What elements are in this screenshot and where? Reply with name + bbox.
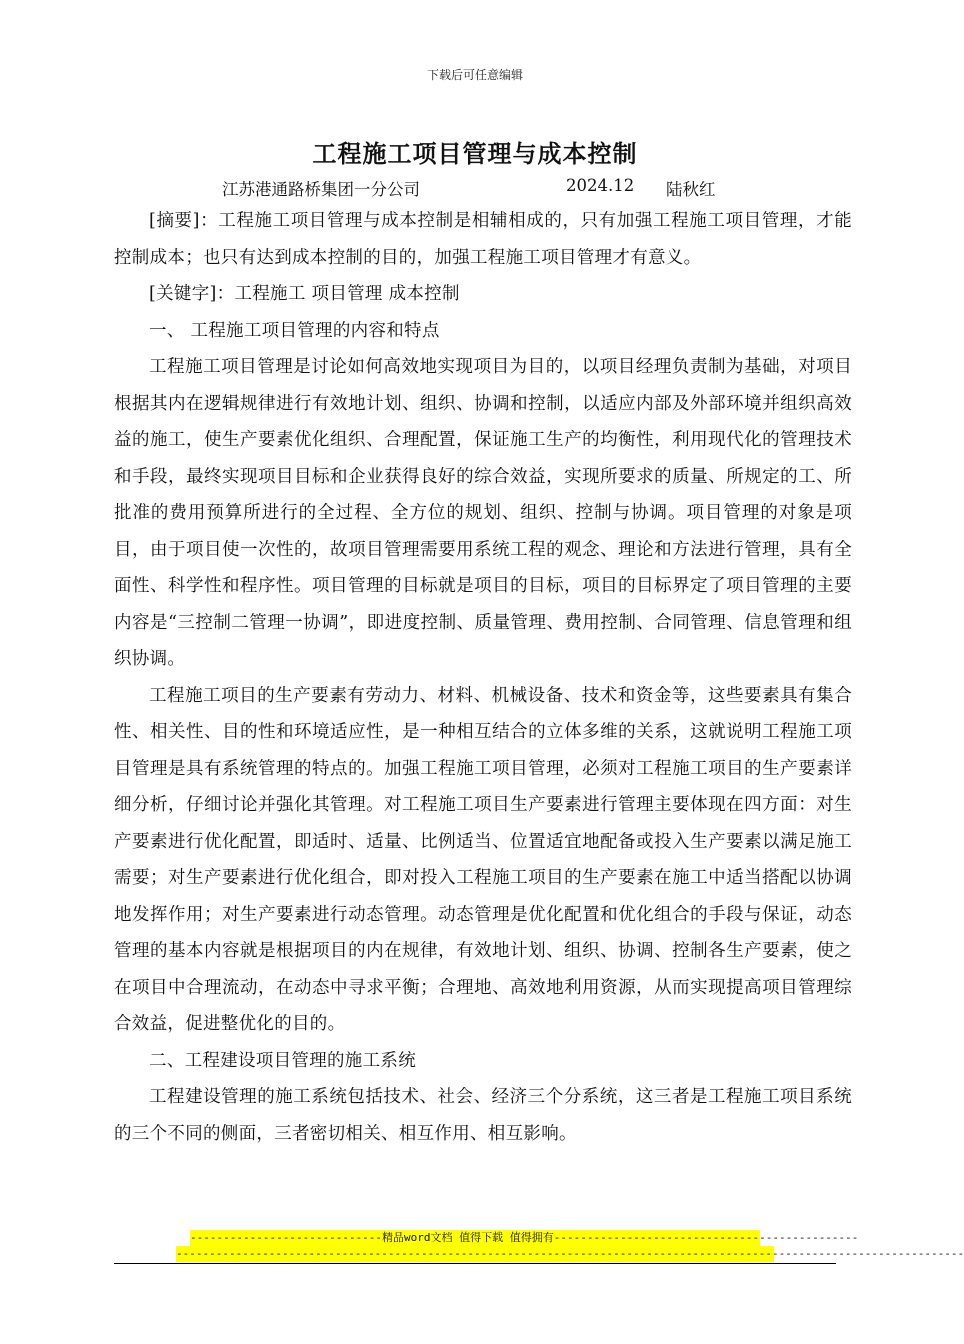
byline-date: 2024.12 [566,176,635,195]
byline-author: 陆秋红 [666,180,716,199]
section-2-heading: 二、工程建设项目管理的施工系统 [149,1050,416,1071]
footer-divider [114,1263,836,1264]
section-2-paragraph-1: 工程建设管理的施工系统包括技术、社会、经济三个分系统，这三者是工程施工项目系统的三个不同的侧面，三者密切相关、相互作用、相互影响。 [114,1087,852,1144]
footer-banner-line-1: -----------------------------精品word文档 值得下载 值得拥有---------------------------------------------- [190,1231,859,1244]
section-1-paragraph-1: 工程施工项目管理是讨论如何高效地实现项目为目的，以项目经理负责制为基础，对项目根据其内在逻辑规律进行有效地计划、组织、协调和控制，以适应内部及外部环境并组织高效益的施工，使生产要素优化组织、合理配置，保证施工生产的均衡性，利用现代化的管理技术和手段，最终实现项目目标和企业获得良好的综合效益，实现所要求的质量、所规定的工、所批准的费用预算所进行的全过程、全方位的规划、组织、控制与协调。项目管理的对象是项目，由于项目使一次性的，故项目管理需要用系统工程的观念、理论和方法进行管理，具有全面性、科学性和程序性。项目管理的目标就是项目的目标，项目的目标界定了项目管理的主要内容是“三控制二管理一协调”，即进度控制、质量管理、费用控制、合同管理、信息管理和组织协调。 [114,357,852,669]
header-note: 下载后可任意编辑 [426,68,523,82]
footer-banner-line-2: ----------------------------------------------------------------------------------------------------------------------- [176,1247,964,1260]
keywords-line: [关键字]：工程施工 项目管理 成本控制 [149,284,460,304]
byline-organization: 江苏港通路桥集团一分公司 [222,180,420,199]
document-body [114,203,852,1152]
section-1-heading: 一、 工程施工项目管理的内容和特点 [149,320,440,341]
section-1-paragraph-2: 工程施工项目的生产要素有劳动力、材料、机械设备、技术和资金等，这些要素具有集合性、相关性、目的性和环境适应性，是一种相互结合的立体多维的关系，这就说明工程施工项目管理是具有系统管理的特点的。加强工程施工项目管理，必须对工程施工项目的生产要素详细分析，仔细讨论并强化其管理。对工程施工项目生产要素进行管理主要体现在四方面：对生产要素进行优化配置，即适时、适量、比例适当、位置适宜地配备或投入生产要素以满足施工需要；对生产要素进行优化组合，即对投入工程施工项目的生产要素在施工中适当搭配以协调地发挥作用；对生产要素进行动态管理。动态管理是优化配置和优化组合的手段与保证，动态管理的基本内容就是根据项目的内在规律，有效地计划、组织、协调、控制各生产要素，使之在项目中合理流动，在动态中寻求平衡；合理地、高效地利用资源，从而实现提高项目管理综合效益，促进整优化的目的。 [114,685,852,1034]
abstract-paragraph: [摘要]：工程施工项目管理与成本控制是相辅相成的，只有加强工程施工项目管理，才能控制成本；也只有达到成本控制的目的，加强工程施工项目管理才有意义。 [114,211,852,268]
document-title: 工程施工项目管理与成本控制 [312,139,638,168]
